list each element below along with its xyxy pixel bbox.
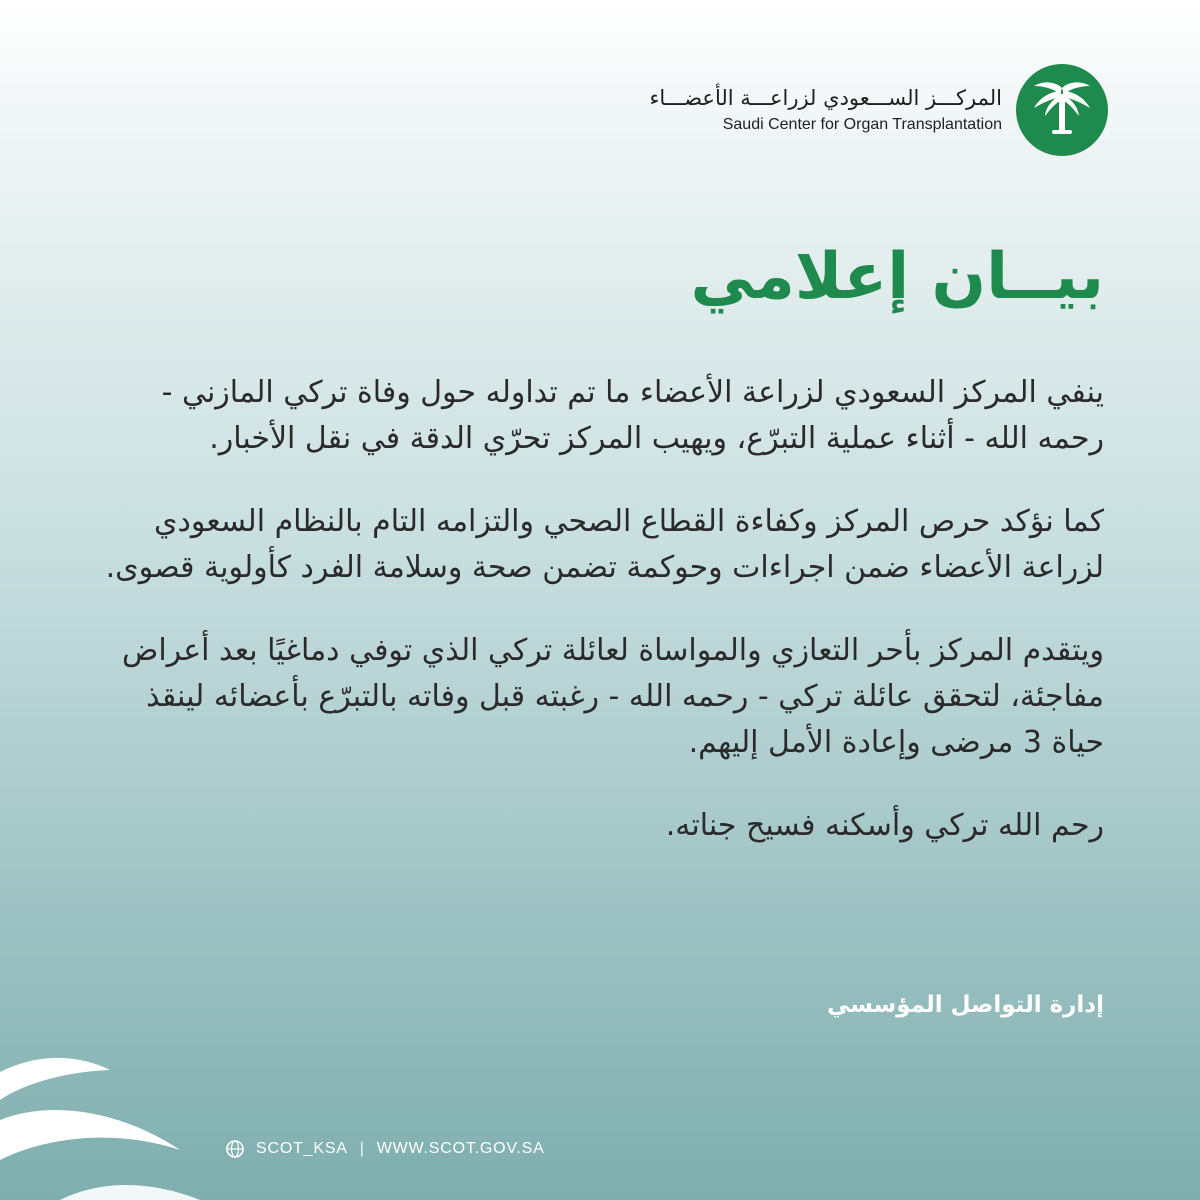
header	[649, 64, 1108, 156]
website-link[interactable]: WWW.SCOT.GOV.SA	[376, 1140, 545, 1157]
decorative-swoosh	[0, 1000, 200, 1200]
globe-icon	[226, 1140, 244, 1158]
org-name-arabic: المركـــز الســـعودي لزراعـــة الأعضـــاء	[649, 86, 1002, 110]
paragraph-denial: ينفي المركز السعودي لزراعة الأعضاء ما تم تداوله حول وفاة تركي المازني - رحمه الله - أثناء عملية التبرّع، ويهيب المركز تحرّي الدقة في نقل الأخبار.	[161, 375, 1104, 456]
paragraph-prayer: رحم الله تركي وأسكنه فسيح جناته.	[665, 808, 1104, 843]
page-title: بيــان إعلامي	[690, 240, 1104, 314]
footer-divider: |	[359, 1140, 365, 1157]
paragraph-commitment: كما نؤكد حرص المركز وكفاءة القطاع الصحي والتزامه التام بالنظام السعودي لزراعة الأعضاء ضمن اجراءات وحوكمة تضمن صحة وسلامة الفرد كأولوية قصوى.	[105, 504, 1104, 585]
social-handle[interactable]: SCOT_KSA	[256, 1140, 348, 1157]
org-name-english: Saudi Center for Organ Transplantation	[722, 116, 1002, 133]
footer	[226, 1140, 545, 1158]
signature: إدارة التواصل المؤسسي	[826, 992, 1104, 1018]
statement-body	[94, 370, 1104, 886]
palm-tree-logo-icon	[1016, 64, 1108, 156]
org-name-block	[649, 86, 1002, 134]
paragraph-condolences: ويتقدم المركز بأحر التعازي والمواساة لعائلة تركي الذي توفي دماغيًا بعد أعراض مفاجئة، لتحقق عائلة تركي - رحمه الله - رغبته قبل وفاته بالتبرّع بأعضائه لينقذ حياة 3 مرضى وإعادة الأمل إليهم.	[122, 633, 1104, 760]
